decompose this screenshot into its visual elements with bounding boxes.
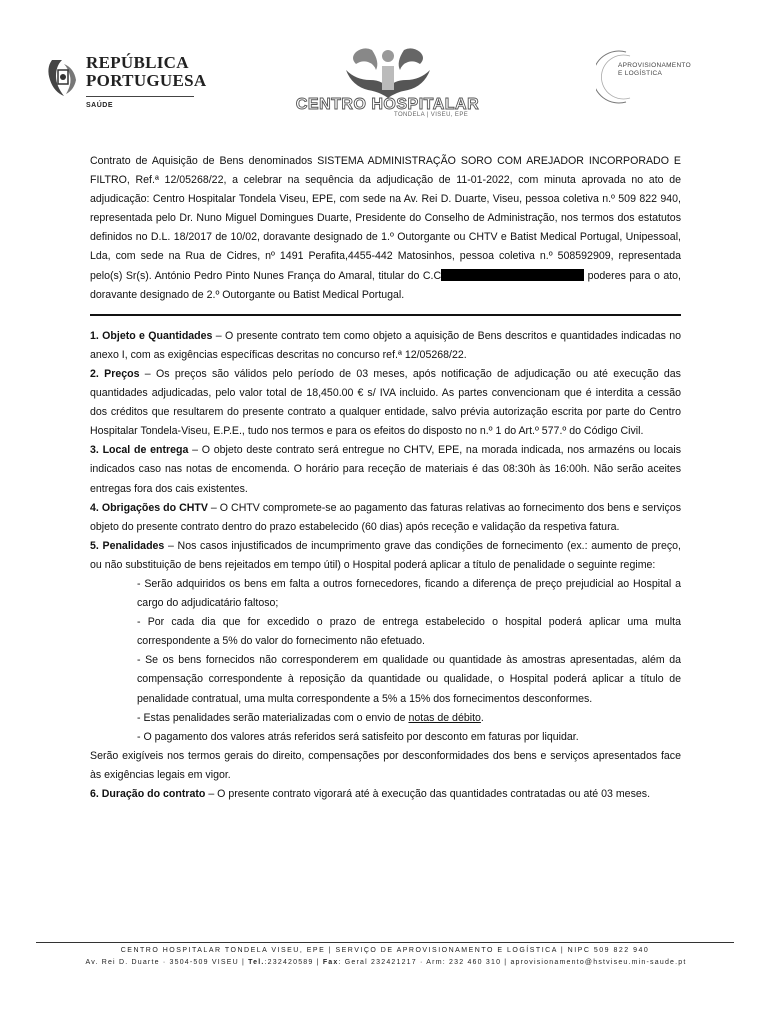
footer-contacts: : Geral 232421217 · Arm: 232 460 310 | aprovisionamento@hstviseu.min-saude.pt — [338, 959, 687, 966]
intro-text-continued: poderes para o ato, doravante designado de 2.º Outorgante ou Batist Medical Portugal. — [90, 269, 681, 301]
section-2 — [90, 365, 681, 441]
section-6-text: – O presente contrato vigorará até à execução das quantidades contratadas ou até 03 meses. — [205, 788, 651, 800]
penalty-item: - O pagamento dos valores atrás referidos será satisfeito por desconto em faturas por liquidar. — [137, 730, 579, 743]
section-2-title: 2. Preços — [90, 367, 140, 380]
centro-hospitalar-logo — [290, 46, 485, 122]
notas-debito-link[interactable]: notas de débito — [408, 711, 481, 724]
document-footer — [36, 942, 734, 966]
aprov-line1: APROVISIONAMENTO — [618, 62, 691, 69]
section-2-text: – Os preços são válidos pelo período de 03 meses, após notificação de adjudicação ou até execução das quantidades adjudicadas, pelo valor total de 18,450.00 € s/ IVA incluido. As partes convencionam que é interdita a cessão dos créditos que resultarem do presente contrato a qualquer entidade, salvo prévia autorização escrita por parte do Centro Hospitalar Tondela-Viseu, E.P.E., tudo nos termos e para os efeitos do disposto no n.º 1 do Art.º 577.º do Código Civil. — [90, 367, 681, 438]
footer-address: Av. Rei D. Duarte · 3504-509 VISEU | — [85, 959, 249, 966]
section-4 — [90, 499, 681, 537]
penalty-item: - Por cada dia que for excedido o prazo de entrega estabelecido o hospital poderá aplicar uma multa correspondente a 5% do valor do fornecimento não efetuado. — [137, 616, 681, 648]
republica-line2: PORTUGUESA — [86, 71, 207, 90]
footer-tel-label: Tel. — [248, 959, 265, 966]
aprov-line2: E LOGÍSTICA — [618, 70, 663, 77]
hospital-name: CENTRO HOSPITALAR — [295, 96, 480, 113]
penalty-item: - Se os bens fornecidos não corresponderem em qualidade ou quantidade às amostras apresentadas, além da compensação correspondente à reposição da quantidade ou qualidade, o Hospital poderá aplicar a título de penalidade contratual, uma multa correspondente a 5% a 15% dos fornecimentos desconformes. — [137, 654, 681, 705]
penalty-item-text: - Estas penalidades serão materializadas com o envio de — [137, 711, 409, 724]
section-3-title: 3. Local de entrega — [90, 444, 189, 457]
hospital-place: TONDELA | VISEU, EPE — [394, 112, 469, 118]
document-header — [0, 0, 770, 140]
aprovisionamento-logo — [596, 48, 716, 106]
portugal-emblem-icon — [44, 58, 80, 98]
logo-divider — [86, 96, 194, 97]
section-4-title: 4. Obrigações do CHTV — [90, 501, 208, 514]
republica-portuguesa-logo — [44, 53, 207, 114]
penalty-item: - Serão adquiridos os bens em falta a outros fornecedores, ficando a diferença de preço prejudicial ao Hospital a cargo do adjudicatário faltoso; — [137, 577, 681, 610]
section-6-title: 6. Duração do contrato — [90, 788, 206, 800]
contract-body — [90, 152, 681, 804]
republica-subtitle: SAÚDE — [86, 102, 114, 109]
section-5-text: – Nos casos injustificados de incumprimento grave das condições de fornecimento (ex.: aumento de preço, ou não substituição de bens rejeitados em tempo útil) o Hospital poderá aplicar a título de penalidade o seguinte regime: — [90, 539, 681, 571]
republica-portuguesa-title — [86, 54, 206, 90]
republica-line1: REPÚBLICA — [86, 53, 189, 72]
section-1-title: 1. Objeto e Quantidades — [90, 329, 213, 342]
section-5-tail: Serão exigíveis nos termos gerais do direito, compensações por desconformidades dos bens e serviços apresentados face às exigências legais em vigor. — [90, 749, 681, 781]
aprovisionamento-text — [618, 62, 691, 78]
footer-tel: :232420589 | — [264, 959, 323, 966]
section-5 — [90, 537, 681, 575]
penalty-item — [90, 709, 681, 728]
intro-text: Contrato de Aquisição de Bens denominados SISTEMA ADMINISTRAÇÃO SORO COM AREJADOR INCORPORADO E FILTRO, Ref.ª 12/05268/22, a celebrar na sequência da adjudicação de 11-01-2022, com minuta aprovada no ato de adjudicação: Centro Hospitalar Tondela Viseu, EPE, com sede na Av. Rei D. Duarte, Viseu, pessoa coletiva n.º 509 822 940, representada pelo Dr. Nuno Miguel Domingues Duarte, Presidente do Conselho de Administração, nos termos dos estatutos definidos no D.L. 18/2017 de 10/02, doravante designado de 1.º Outorgante ou CHTV e Batist Medical Portugal, Unipessoal, Lda, com sede na Rua de Cidres, nº 1491 Perafita,4455-442 Matosinhos, pessoa coletiva n.º 508592909, representada pelo(s) Sr(s). António Pedro Pinto Nunes França do Amaral, titular do C.C — [90, 155, 681, 282]
section-4-text: – O CHTV compromete-se ao pagamento das faturas relativas ao fornecimento dos bens e serviços objeto do presente contrato dentro do prazo estabelecido (60 dias) após receção e validação da respetiva fatura. — [90, 501, 681, 533]
section-1 — [90, 327, 681, 365]
penalty-item-end: . — [480, 711, 484, 724]
contract-intro — [90, 152, 681, 305]
section-1-text: – O presente contrato tem como objeto a aquisição de Bens descritos e quantidades indicadas no anexo I, com as exigências específicas descritas no concurso ref.ª 12/05268/22. — [90, 329, 682, 361]
section-3 — [90, 441, 681, 498]
section-3-text: – O objeto deste contrato será entregue no CHTV, EPE, na morada indicada, nos armazéns ou locais indicados caso nas notas de encomenda. O horário para receção de materiais é das 08:30h às 16:00h. Não serão aceites entregas fora dos cais existentes. — [90, 444, 681, 495]
section-6 — [90, 785, 681, 804]
section-5-title: 5. Penalidades — [90, 539, 165, 552]
footer-line1: CENTRO HOSPITALAR TONDELA VISEU, EPE | SERVIÇO DE APROVISIONAMENTO E LOGÍSTICA | NIPC 509 822 940 — [120, 947, 650, 954]
redacted-block — [441, 269, 584, 281]
section-divider — [90, 314, 681, 316]
hospital-hands-icon — [342, 46, 434, 100]
footer-line2 — [22, 959, 750, 966]
footer-fax-label: Fax — [322, 959, 339, 966]
